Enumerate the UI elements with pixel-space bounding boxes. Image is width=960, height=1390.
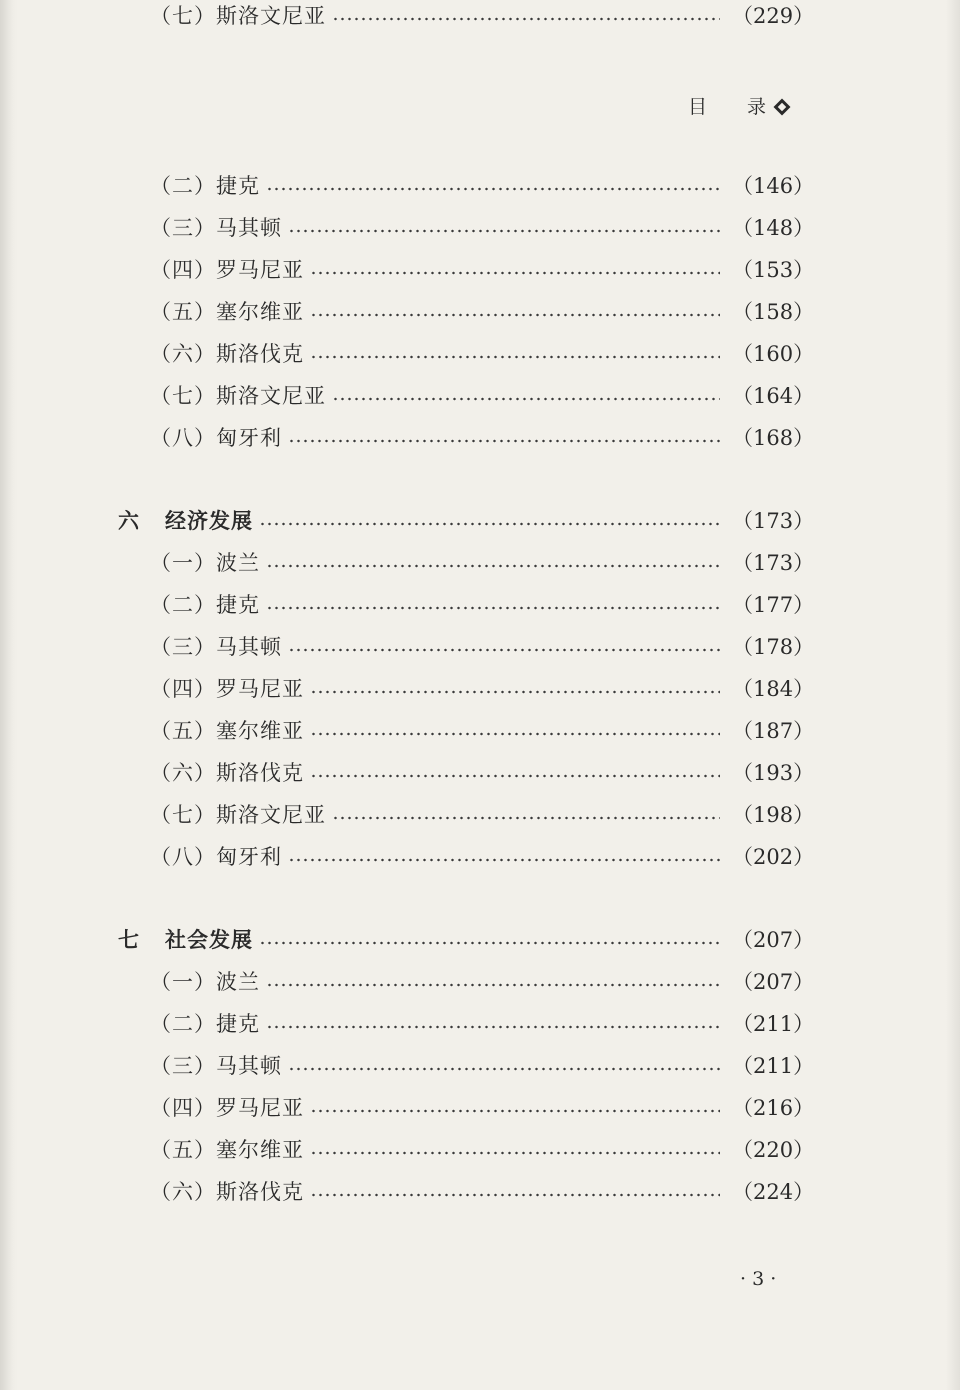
entry-number: （七） bbox=[150, 4, 216, 28]
dot-leader bbox=[288, 229, 720, 233]
entry-page-number: （220） bbox=[732, 1138, 815, 1162]
entry-page-number: （229） bbox=[732, 4, 815, 28]
entry-page-number: （211） bbox=[732, 1012, 815, 1036]
entry-page-number: （160） bbox=[732, 342, 815, 366]
entry-title: 斯洛文尼亚 bbox=[216, 4, 326, 28]
diamond-ornament-icon bbox=[774, 98, 791, 115]
toc-entry-row bbox=[0, 589, 960, 619]
toc-entry-row bbox=[0, 799, 960, 829]
dot-leader bbox=[288, 1067, 720, 1071]
entry-number: （二） bbox=[150, 593, 216, 617]
dot-leader bbox=[288, 648, 720, 652]
dot-leader bbox=[332, 397, 720, 401]
toc-entry-row bbox=[0, 631, 960, 661]
entry-page-number: （153） bbox=[732, 258, 815, 282]
dot-leader bbox=[310, 1151, 720, 1155]
entry-page-number: （211） bbox=[732, 1054, 815, 1078]
dot-leader bbox=[310, 313, 720, 317]
entry-number: （四） bbox=[150, 677, 216, 701]
toc-entry-row bbox=[0, 254, 960, 284]
entry-title: 斯洛伐克 bbox=[216, 761, 304, 785]
entry-number: （三） bbox=[150, 635, 216, 659]
entry-title: 马其顿 bbox=[216, 1054, 282, 1078]
entry-number: （八） bbox=[150, 426, 216, 450]
entry-number: （二） bbox=[150, 174, 216, 198]
header-char-1: 目 bbox=[688, 96, 708, 118]
entry-title: 马其顿 bbox=[216, 635, 282, 659]
entry-title: 捷克 bbox=[216, 174, 260, 198]
entry-page-number: （202） bbox=[732, 845, 815, 869]
toc-entry-row bbox=[0, 757, 960, 787]
toc-entry-row bbox=[0, 0, 960, 30]
entry-title: 罗马尼亚 bbox=[216, 677, 304, 701]
dot-leader bbox=[310, 271, 720, 275]
toc-entry-row bbox=[0, 547, 960, 577]
dot-leader bbox=[310, 732, 720, 736]
entry-page-number: （173） bbox=[732, 509, 815, 533]
dot-leader bbox=[310, 1109, 720, 1113]
dot-leader bbox=[332, 816, 720, 820]
entry-title: 斯洛伐克 bbox=[216, 1180, 304, 1204]
dot-leader bbox=[310, 774, 720, 778]
entry-page-number: （184） bbox=[732, 677, 815, 701]
entry-title: 马其顿 bbox=[216, 216, 282, 240]
entry-page-number: （164） bbox=[732, 384, 815, 408]
entry-number: （二） bbox=[150, 1012, 216, 1036]
section-number: 六 bbox=[118, 508, 139, 533]
section-title: 社会发展 bbox=[165, 927, 253, 952]
entry-number: （五） bbox=[150, 300, 216, 324]
toc-entry-row bbox=[0, 170, 960, 200]
entry-title: 匈牙利 bbox=[216, 845, 282, 869]
entry-number: （七） bbox=[150, 384, 216, 408]
toc-entry-row bbox=[0, 841, 960, 871]
dot-leader bbox=[310, 355, 720, 359]
dot-leader bbox=[259, 522, 720, 526]
entry-page-number: （207） bbox=[732, 928, 815, 952]
toc-entry-row bbox=[0, 338, 960, 368]
entry-number: （四） bbox=[150, 258, 216, 282]
entry-number: （六） bbox=[150, 761, 216, 785]
entry-number: （四） bbox=[150, 1096, 216, 1120]
entry-number: （六） bbox=[150, 342, 216, 366]
entry-number: （三） bbox=[150, 1054, 216, 1078]
entry-page-number: （178） bbox=[732, 635, 815, 659]
entry-page-number: （207） bbox=[732, 970, 815, 994]
toc-entry-row bbox=[0, 422, 960, 452]
dot-leader bbox=[332, 17, 720, 21]
entry-title: 波兰 bbox=[216, 551, 260, 575]
entry-number: （一） bbox=[150, 970, 216, 994]
dot-leader bbox=[259, 941, 720, 945]
entry-page-number: （177） bbox=[732, 593, 815, 617]
entry-number: （八） bbox=[150, 845, 216, 869]
toc-entry-row bbox=[0, 1092, 960, 1122]
entry-title: 波兰 bbox=[216, 970, 260, 994]
toc-entry-row bbox=[0, 296, 960, 326]
toc-entry-row bbox=[0, 715, 960, 745]
dot-leader bbox=[310, 1193, 720, 1197]
toc-entry-row bbox=[0, 1008, 960, 1038]
toc-entry-row bbox=[0, 966, 960, 996]
section-title: 经济发展 bbox=[165, 508, 253, 533]
toc-entry-row bbox=[0, 1134, 960, 1164]
entry-title: 罗马尼亚 bbox=[216, 258, 304, 282]
entry-page-number: （193） bbox=[732, 761, 815, 785]
entry-title: 塞尔维亚 bbox=[216, 1138, 304, 1162]
entry-page-number: （173） bbox=[732, 551, 815, 575]
entry-title: 捷克 bbox=[216, 1012, 260, 1036]
toc-entry-row bbox=[0, 1176, 960, 1206]
running-header bbox=[688, 92, 788, 119]
dot-leader bbox=[288, 439, 720, 443]
entry-page-number: （146） bbox=[732, 174, 815, 198]
entry-title: 斯洛伐克 bbox=[216, 342, 304, 366]
section-number: 七 bbox=[118, 927, 139, 952]
entry-number: （五） bbox=[150, 1138, 216, 1162]
entry-number: （三） bbox=[150, 216, 216, 240]
toc-entry-row bbox=[0, 380, 960, 410]
dot-leader bbox=[266, 1025, 720, 1029]
entry-number: （一） bbox=[150, 551, 216, 575]
entry-page-number: （148） bbox=[732, 216, 815, 240]
entry-page-number: （158） bbox=[732, 300, 815, 324]
entry-number: （七） bbox=[150, 803, 216, 827]
toc-entry-row bbox=[0, 1050, 960, 1080]
dot-leader bbox=[266, 187, 720, 191]
entry-page-number: （216） bbox=[732, 1096, 815, 1120]
dot-leader bbox=[266, 564, 720, 568]
entry-title: 匈牙利 bbox=[216, 426, 282, 450]
entry-title: 塞尔维亚 bbox=[216, 719, 304, 743]
dot-leader bbox=[310, 690, 720, 694]
entry-page-number: （168） bbox=[732, 426, 815, 450]
entry-number: （六） bbox=[150, 1180, 216, 1204]
entry-page-number: （187） bbox=[732, 719, 815, 743]
toc-section-row bbox=[0, 505, 960, 535]
entry-title: 捷克 bbox=[216, 593, 260, 617]
entry-page-number: （224） bbox=[732, 1180, 815, 1204]
dot-leader bbox=[288, 858, 720, 862]
entry-number: （五） bbox=[150, 719, 216, 743]
entry-title: 斯洛文尼亚 bbox=[216, 803, 326, 827]
entry-title: 塞尔维亚 bbox=[216, 300, 304, 324]
header-char-2: 录 bbox=[747, 96, 767, 118]
toc-entry-row bbox=[0, 212, 960, 242]
entry-title: 罗马尼亚 bbox=[216, 1096, 304, 1120]
entry-title: 斯洛文尼亚 bbox=[216, 384, 326, 408]
dot-leader bbox=[266, 983, 720, 987]
toc-entry-row bbox=[0, 673, 960, 703]
page-number: · 3 · bbox=[740, 1268, 777, 1290]
dot-leader bbox=[266, 606, 720, 610]
toc-section-row bbox=[0, 924, 960, 954]
entry-page-number: （198） bbox=[732, 803, 815, 827]
